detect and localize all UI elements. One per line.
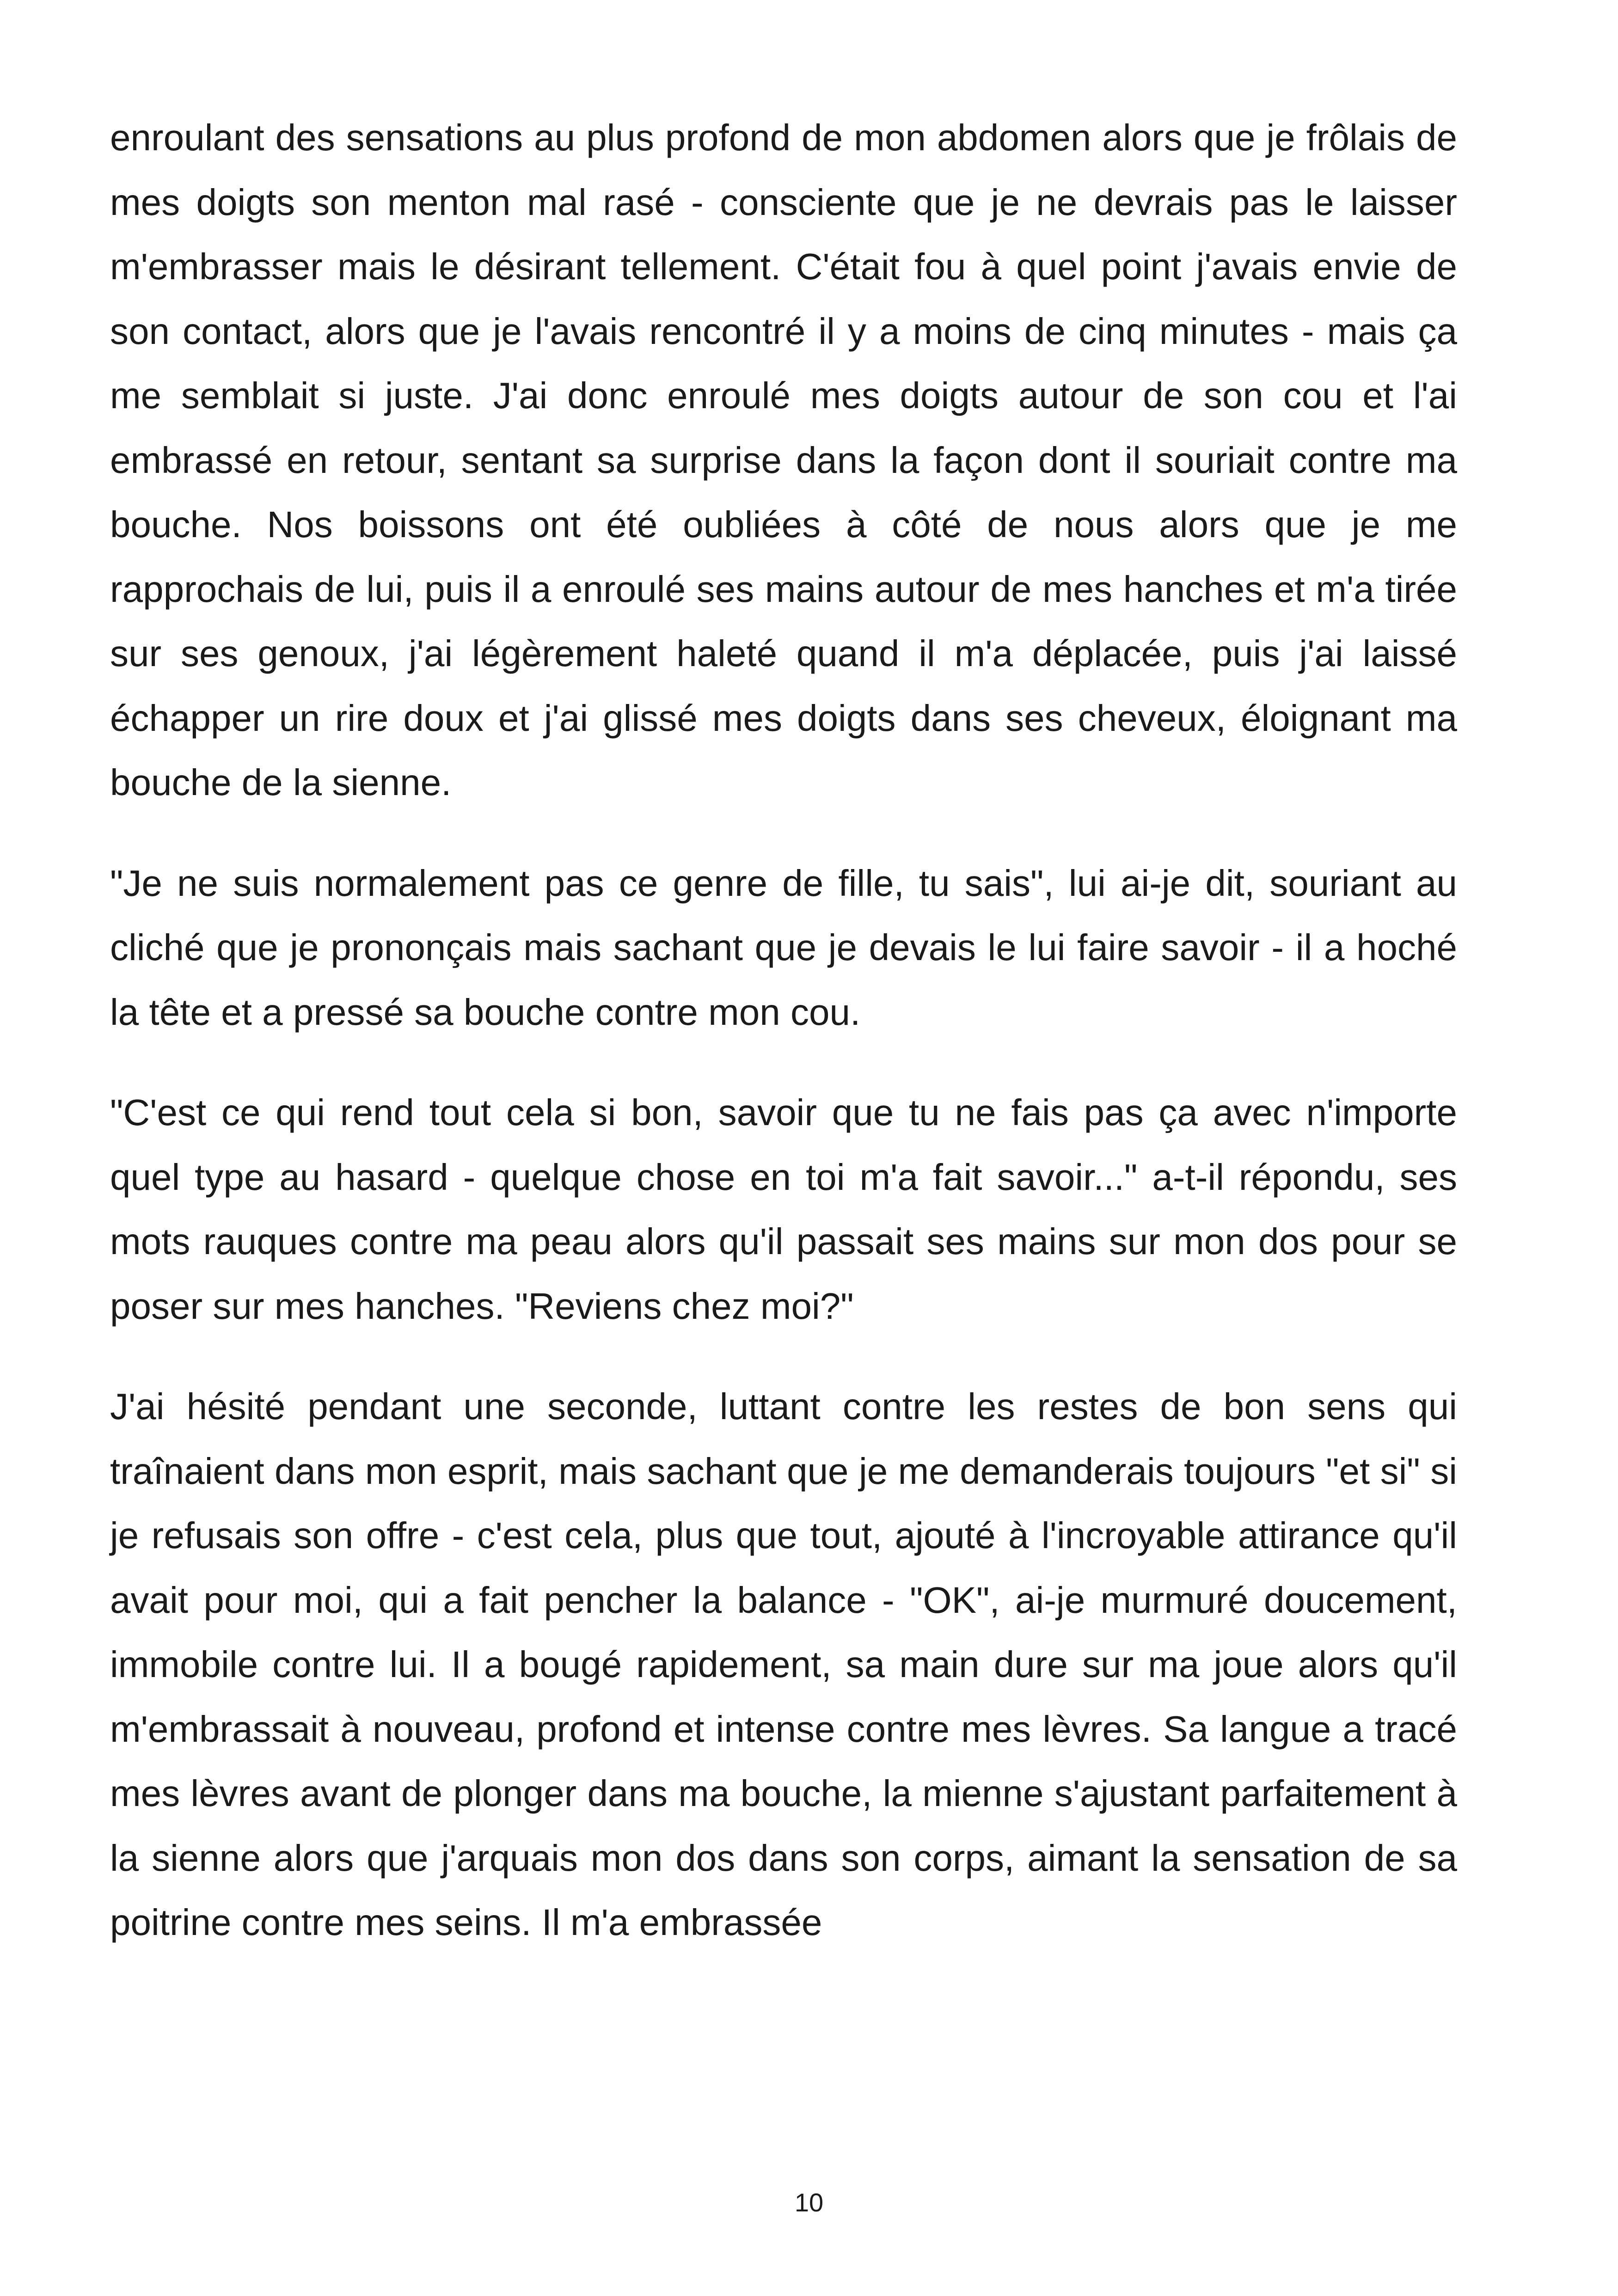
page-number: 10 [794,2188,824,2217]
paragraph-4: J'ai hésité pendant une seconde, luttant contre les restes de bon sens qui traînaient dans mon esprit, mais sachant que je me demanderais toujours "et si" si je refusais son offre - c'est cela, plus que tout, ajouté à l'incroyable attirance qu'il avait pour moi, qui a fait pencher la balance - "OK", ai-je murmuré doucement, immobile contre lui. Il a bougé rapidement, sa main dure sur ma joue alors qu'il m'embrassait à nouveau, profond et intense contre mes lèvres. Sa langue a tracé mes lèvres avant de plonger dans ma bouche, la mienne s'ajustant parfaitement à la sienne alors que j'arquais mon dos dans son corps, aimant la sensation de sa poitrine contre mes seins. Il m'a embrassée [110,1386,1457,1943]
page-body [110,105,1457,1991]
paragraph-2: "Je ne suis normalement pas ce genre de fille, tu sais", lui ai-je dit, souriant au cliché que je prononçais mais sachant que je devais le lui faire savoir - il a hoché la tête et a pressé sa bouche contre mon cou. [110,862,1457,1033]
paragraph-3: "C'est ce qui rend tout cela si bon, savoir que tu ne fais pas ça avec n'importe quel type au hasard - quelque chose en toi m'a fait savoir..." a-t-il répondu, ses mots rauques contre ma peau alors qu'il passait ses mains sur mon dos pour se poser sur mes hanches. "Reviens chez moi?" [110,1092,1457,1327]
paragraph-1: enroulant des sensations au plus profond de mon abdomen alors que je frôlais de mes doigts son menton mal rasé - consciente que je ne devrais pas le laisser m'embrasser mais le désirant tellement. C'était fou à quel point j'avais envie de son contact, alors que je l'avais rencontré il y a moins de cinq minutes - mais ça me semblait si juste. J'ai donc enroulé mes doigts autour de son cou et l'ai embrassé en retour, sentant sa surprise dans la façon dont il souriait contre ma bouche. Nos boissons ont été oubliées à côté de nous alors que je me rapprochais de lui, puis il a enroulé ses mains autour de mes hanches et m'a tirée sur ses genoux, j'ai légèrement haleté quand il m'a déplacée, puis j'ai laissé échapper un rire doux et j'ai glissé mes doigts dans ses cheveux, éloignant ma bouche de la sienne. [110,117,1457,803]
